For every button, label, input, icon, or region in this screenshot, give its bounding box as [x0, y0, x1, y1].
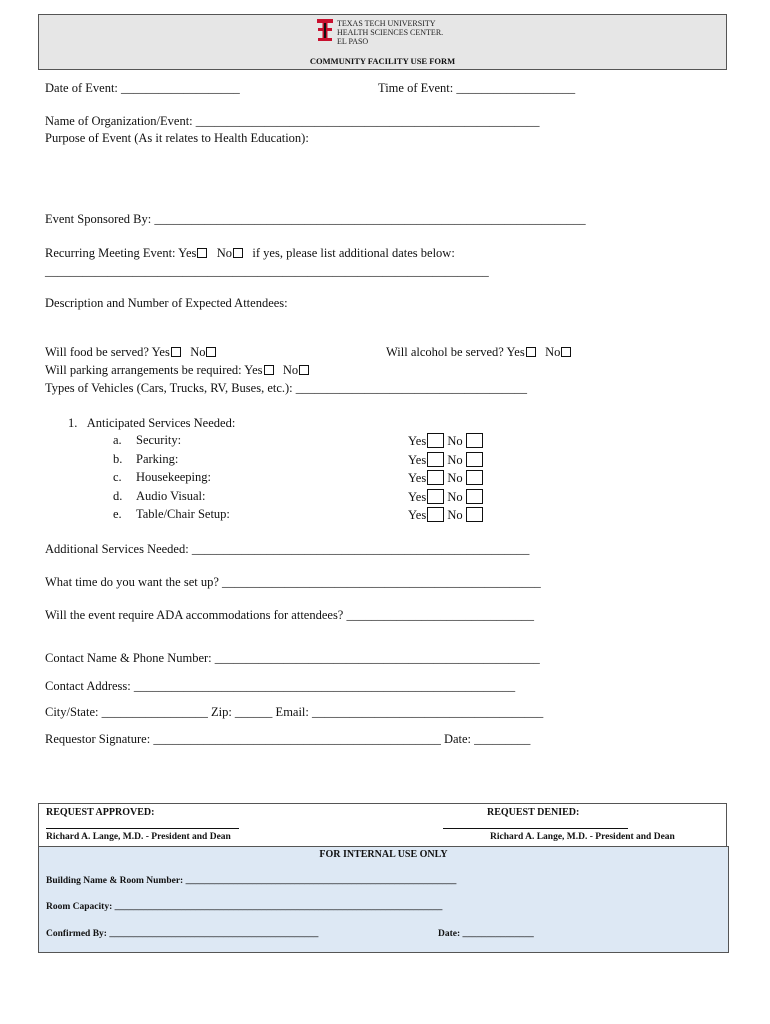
- additional-services-field[interactable]: Additional Services Needed: ______________________________________________________: [45, 542, 530, 556]
- recurring-dates-line[interactable]: _______________________________________________________________________: [45, 264, 489, 278]
- food-served-label: Will food be served? Yes: [45, 345, 170, 359]
- internal-use-title: FOR INTERNAL USE ONLY: [319, 849, 448, 860]
- contact-name-phone-field[interactable]: Contact Name & Phone Number: ____________________________________________________: [45, 651, 540, 665]
- date-of-event-field[interactable]: Date of Event: ___________________: [45, 81, 240, 95]
- recurring-meeting-row: [45, 246, 455, 261]
- approved-signer-name: Richard A. Lange, M.D. - President and Dean: [46, 832, 231, 842]
- internal-date-field[interactable]: Date: _______________: [438, 929, 534, 939]
- service-yes-label: Yes: [408, 489, 427, 504]
- double-t-logo-icon: [317, 19, 333, 41]
- service-no-label: No: [447, 434, 463, 448]
- service-yes-checkbox[interactable]: [427, 452, 444, 467]
- vehicle-types-field[interactable]: Types of Vehicles (Cars, Trucks, RV, Buses, etc.): _____________________________________: [45, 381, 528, 395]
- service-no-label: No: [447, 452, 463, 467]
- internal-use-section: [38, 846, 729, 953]
- food-yes-checkbox[interactable]: [171, 347, 181, 357]
- requestor-signature-field[interactable]: Requestor Signature: ______________________________________________ Date: _________: [45, 732, 531, 746]
- service-yes-label: Yes: [408, 452, 427, 467]
- food-no-checkbox[interactable]: [206, 347, 216, 357]
- service-label: Parking:: [136, 451, 179, 466]
- service-yes-checkbox[interactable]: [427, 470, 444, 485]
- service-yes-label: Yes: [408, 471, 427, 485]
- recurring-no-label: No: [216, 246, 233, 260]
- alcohol-no-checkbox[interactable]: [561, 347, 571, 357]
- institution-name-line3: EL PASO: [337, 37, 369, 46]
- food-no-label: No: [190, 345, 206, 359]
- service-letter: c.: [113, 470, 122, 484]
- time-of-event-field[interactable]: Time of Event: ___________________: [378, 81, 576, 95]
- service-letter: e.: [113, 507, 122, 521]
- approval-section: [38, 803, 727, 846]
- form-title: COMMUNITY FACILITY USE FORM: [309, 56, 456, 66]
- alcohol-served-label: Will alcohol be served? Yes: [386, 345, 525, 359]
- service-label: Security:: [136, 433, 182, 447]
- ada-accommodations-field[interactable]: Will the event require ADA accommodations for attendees? ______________________________: [45, 608, 534, 622]
- setup-time-field[interactable]: What time do you want the set up? ___________________________________________________: [45, 575, 541, 589]
- institution-logo: [317, 19, 443, 46]
- purpose-of-event-field[interactable]: Purpose of Event (As it relates to Health Education):: [45, 131, 309, 145]
- parking-no-label: No: [282, 363, 299, 377]
- service-yes-label: Yes: [408, 508, 427, 522]
- parking-yes-checkbox[interactable]: [264, 365, 274, 375]
- service-yes-no: [408, 507, 483, 523]
- approved-signature-line[interactable]: [46, 828, 239, 829]
- service-letter: a.: [113, 433, 122, 447]
- room-capacity-field[interactable]: Room Capacity: _____________________________________________________________________: [46, 902, 443, 912]
- recurring-yes-checkbox[interactable]: [197, 248, 207, 258]
- parking-required-label: Will parking arrangements be required: Yes: [45, 363, 263, 377]
- service-letter: b.: [113, 451, 123, 466]
- denied-signer-name: Richard A. Lange, M.D. - President and Dean: [490, 832, 675, 842]
- service-no-checkbox[interactable]: [466, 489, 483, 504]
- request-denied-label: REQUEST DENIED:: [487, 807, 580, 818]
- service-yes-no: [408, 452, 483, 468]
- food-served-row: [45, 345, 216, 360]
- service-no-checkbox[interactable]: [466, 452, 483, 467]
- building-room-field[interactable]: Building Name & Room Number: _________________________________________________________: [46, 876, 457, 886]
- service-no-label: No: [447, 471, 463, 485]
- service-no-checkbox[interactable]: [466, 470, 483, 485]
- service-letter: d.: [113, 488, 123, 503]
- service-yes-checkbox[interactable]: [427, 433, 444, 448]
- service-yes-checkbox[interactable]: [427, 507, 444, 522]
- parking-no-checkbox[interactable]: [299, 365, 309, 375]
- request-approved-label: REQUEST APPROVED:: [46, 807, 155, 818]
- alcohol-no-label: No: [545, 345, 561, 359]
- service-label: Audio Visual:: [136, 488, 206, 503]
- service-no-label: No: [447, 489, 463, 504]
- denied-signature-line[interactable]: [443, 828, 628, 829]
- services-heading-number: 1.: [68, 416, 78, 430]
- recurring-label: Recurring Meeting Event: Yes: [45, 246, 197, 260]
- attendees-description-field[interactable]: Description and Number of Expected Attendees:: [45, 296, 288, 310]
- form-header: [38, 14, 727, 70]
- city-state-zip-email-field[interactable]: City/State: _________________ Zip: ______ Email: _____________________________________: [45, 705, 544, 719]
- institution-name-line1: TEXAS TECH UNIVERSITY: [337, 19, 436, 28]
- service-yes-no: [408, 489, 483, 505]
- service-label: Table/Chair Setup:: [136, 507, 230, 521]
- recurring-instructions: if yes, please list additional dates below:: [252, 246, 455, 260]
- parking-required-row: [45, 363, 309, 378]
- event-sponsored-by-field[interactable]: Event Sponsored By: _____________________________________________________________________: [45, 212, 586, 226]
- services-heading-label: Anticipated Services Needed:: [86, 416, 236, 430]
- service-yes-no: [408, 433, 483, 449]
- services-heading: [68, 416, 235, 431]
- service-yes-no: [408, 470, 483, 486]
- organization-event-field[interactable]: Name of Organization/Event: _______________________________________________________: [45, 114, 540, 128]
- service-yes-checkbox[interactable]: [427, 489, 444, 504]
- service-no-checkbox[interactable]: [466, 433, 483, 448]
- institution-name-line2: HEALTH SCIENCES CENTER.: [337, 28, 444, 37]
- alcohol-yes-checkbox[interactable]: [526, 347, 536, 357]
- service-label: Housekeeping:: [136, 470, 211, 484]
- service-no-checkbox[interactable]: [466, 507, 483, 522]
- recurring-no-checkbox[interactable]: [233, 248, 243, 258]
- service-no-label: No: [447, 508, 463, 522]
- alcohol-served-row: [386, 345, 571, 360]
- contact-address-field[interactable]: Contact Address: _____________________________________________________________: [45, 679, 516, 693]
- confirmed-by-field[interactable]: Confirmed By: ____________________________________________: [46, 929, 319, 939]
- service-yes-label: Yes: [408, 434, 427, 448]
